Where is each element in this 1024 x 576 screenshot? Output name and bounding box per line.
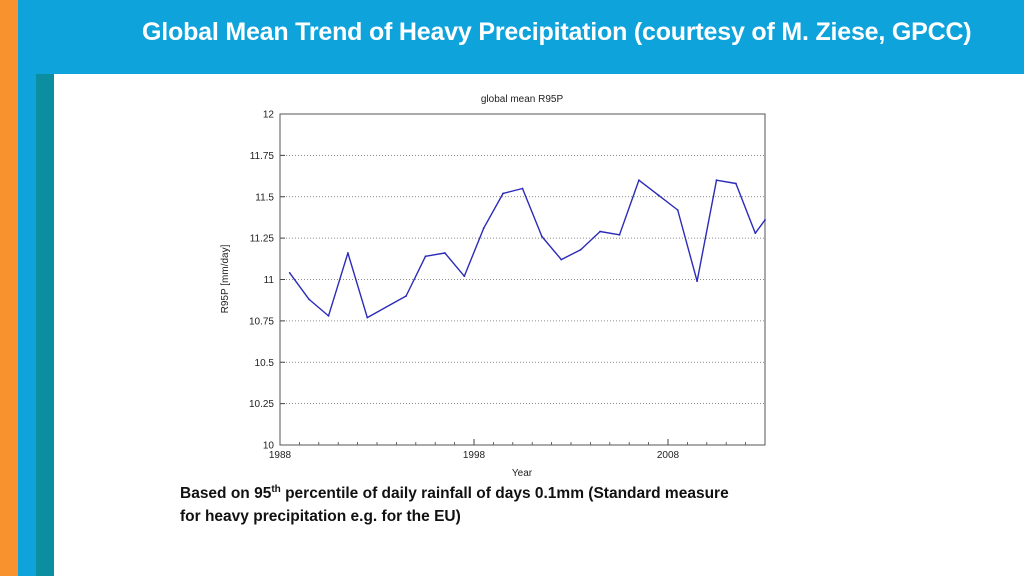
data-point	[716, 179, 718, 181]
data-point	[677, 209, 679, 211]
y-tick-label: 10.25	[248, 399, 274, 411]
x-axis-ticks	[269, 439, 765, 461]
left-accent-orange	[0, 0, 18, 576]
caption-text-start: Based on 95	[180, 485, 272, 502]
y-tick-label: 10.5	[254, 357, 274, 369]
series-line	[290, 180, 765, 317]
x-tick-label: 2008	[656, 450, 680, 461]
data-point	[735, 183, 737, 185]
data-point	[289, 272, 291, 274]
x-tick-label: 1988	[268, 450, 292, 461]
data-point	[405, 295, 407, 297]
data-point	[444, 252, 446, 254]
series-group	[289, 179, 766, 318]
data-point	[599, 231, 601, 233]
data-point	[619, 234, 621, 236]
data-point	[328, 315, 330, 317]
y-axis-label: R95P [mm/day]	[220, 244, 231, 314]
caption-superscript: th	[271, 483, 281, 495]
x-axis-label: Year	[511, 468, 533, 479]
y-tick-label: 11.5	[255, 192, 274, 204]
y-tick-label: 12	[262, 109, 274, 121]
data-point	[483, 227, 485, 229]
data-point	[347, 252, 349, 254]
caption-text-end: percentile of daily rainfall of days 0.1mm (Standard measure for heavy precipitation e.g. for the EU)	[180, 485, 729, 525]
data-point	[764, 219, 766, 221]
line-chart	[200, 86, 780, 482]
y-tick-label: 10	[262, 440, 274, 452]
data-point	[522, 188, 524, 190]
left-accent-blue	[18, 0, 36, 576]
slide-title: Global Mean Trend of Heavy Precipitation (courtesy of M. Ziese, GPCC)	[142, 18, 972, 46]
data-point	[560, 259, 562, 261]
slide-header	[36, 0, 1024, 74]
data-point	[657, 194, 659, 196]
data-point	[366, 317, 368, 319]
y-tick-label: 11	[263, 275, 274, 286]
data-point	[541, 236, 543, 238]
data-point	[463, 275, 465, 277]
data-point	[502, 193, 504, 195]
chart-container	[200, 86, 780, 482]
chart-title: global mean R95P	[480, 94, 564, 105]
data-point	[638, 179, 640, 181]
caption	[180, 482, 740, 528]
data-point	[754, 232, 756, 234]
data-point	[308, 298, 310, 300]
x-tick-label: 1998	[462, 450, 486, 461]
data-point	[580, 249, 582, 251]
y-tick-label: 11.75	[249, 150, 274, 162]
data-point	[425, 255, 427, 257]
left-accent-teal	[36, 74, 54, 576]
data-point	[696, 280, 698, 282]
y-tick-label: 10.75	[248, 316, 274, 328]
y-tick-label: 11.25	[249, 233, 274, 245]
grid-lines	[280, 114, 765, 445]
